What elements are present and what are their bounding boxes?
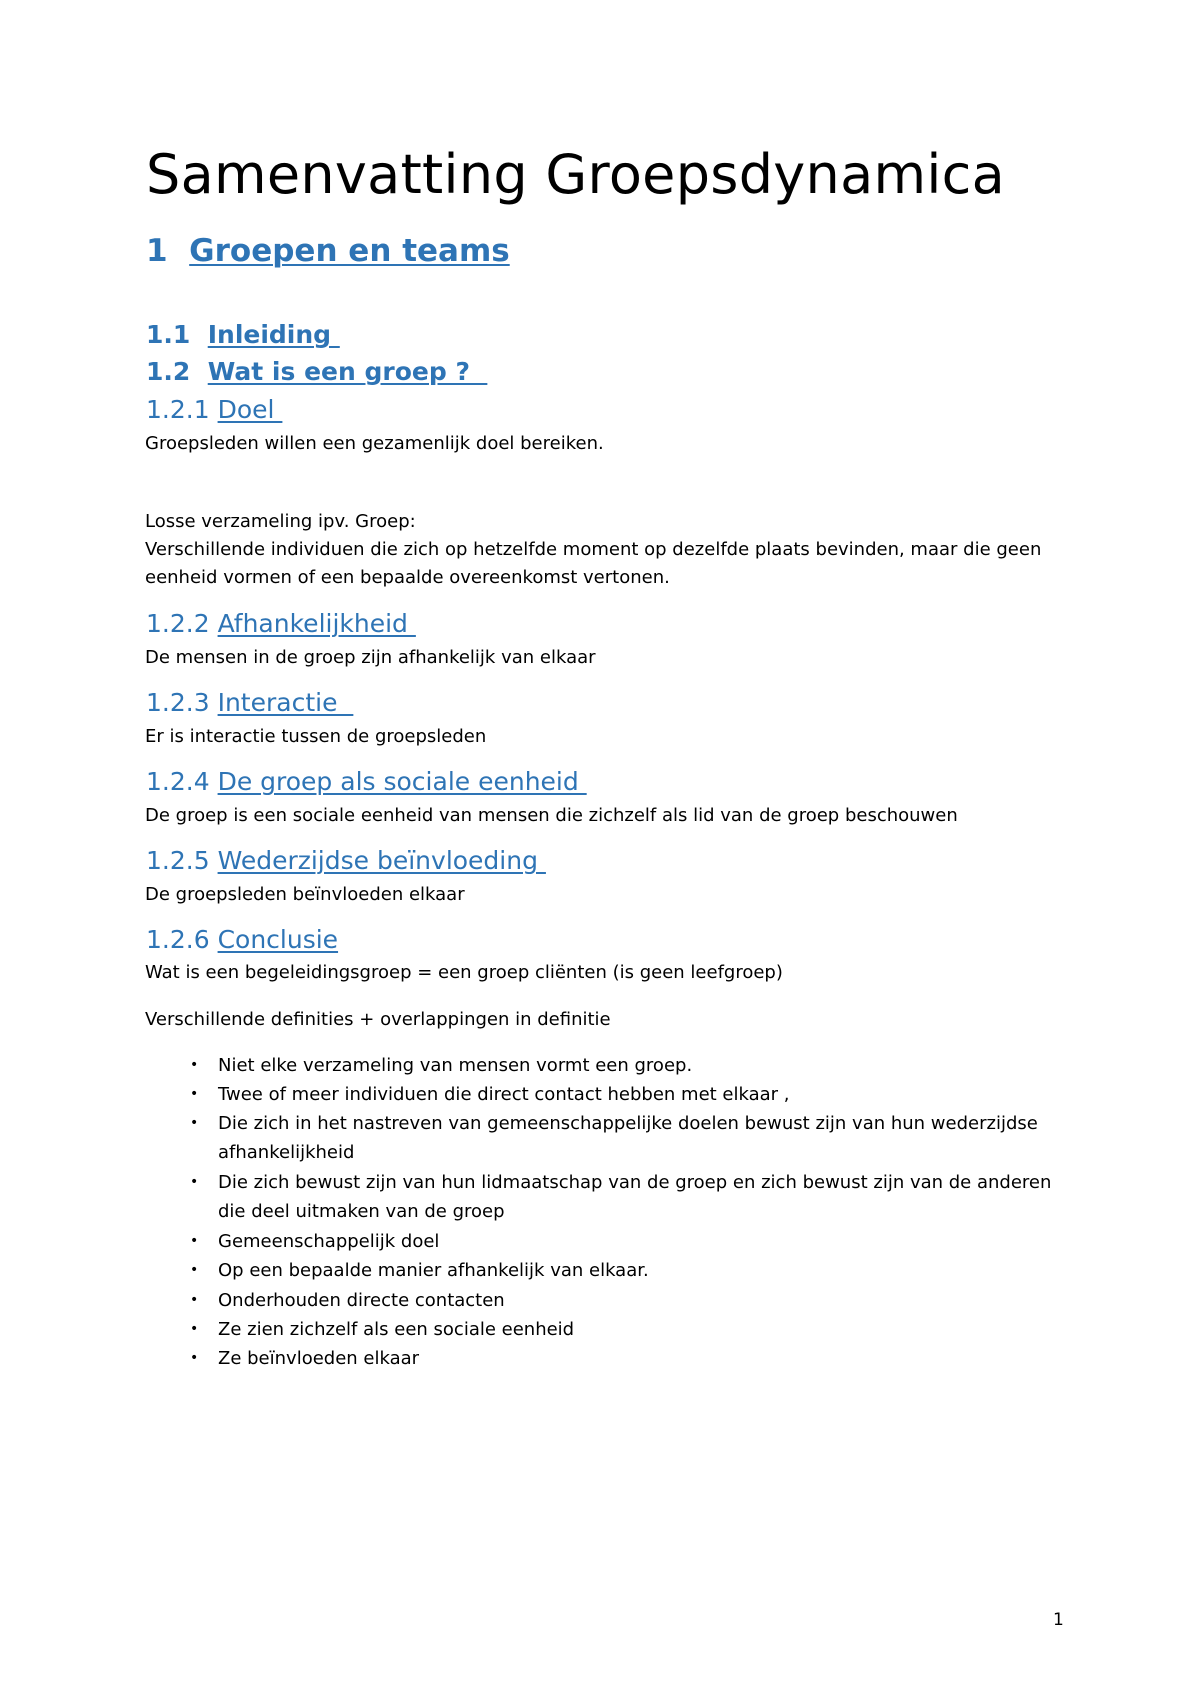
heading-link-text[interactable]: Wat is een groep ?: [207, 357, 488, 386]
heading-number: 1.2: [146, 357, 191, 386]
paragraph-wederzijdse-beinvloeding: De groepsleden beïnvloeden elkaar: [145, 884, 465, 905]
list-item-text: Ze zien zichzelf als een sociale eenheid: [218, 1319, 575, 1340]
heading-number: 1.2.2: [146, 609, 210, 638]
list-item-text: Twee of meer individuen die direct contact hebben met elkaar ,: [218, 1084, 790, 1105]
paragraph-doel: Groepsleden willen een gezamenlijk doel bereiken.: [145, 433, 604, 454]
heading-link-text[interactable]: Interactie: [217, 688, 354, 717]
heading-1-2-6-conclusie[interactable]: [146, 925, 338, 954]
list-item-text: Op een bepaalde manier afhankelijk van elkaar.: [218, 1260, 649, 1281]
heading-1-groepen-en-teams[interactable]: [146, 233, 510, 269]
heading-1-2-2-afhankelijkheid[interactable]: [146, 609, 416, 638]
heading-link-text[interactable]: De groep als sociale eenheid: [217, 767, 587, 796]
heading-number: 1.2.1: [146, 395, 210, 424]
paragraph-losse-line-2: eenheid vormen of een bepaalde overeenkomst vertonen.: [145, 567, 670, 588]
document-title: Samenvatting Groepsdynamica: [146, 143, 1006, 206]
heading-number: 1.2.6: [146, 925, 210, 954]
heading-link-text[interactable]: Doel: [217, 395, 283, 424]
bullet-icon: •: [190, 1057, 199, 1073]
heading-link-text[interactable]: Inleiding: [207, 320, 340, 349]
paragraph-conclusie-2: Verschillende definities + overlappingen in definitie: [145, 1009, 611, 1030]
heading-1-2-5-wederzijdse-beinvloeding[interactable]: [146, 846, 546, 875]
list-item-text: Die zich in het nastreven van gemeenschappelijke doelen bewust zijn van hun wederzijdse afhankelijkheid: [218, 1113, 1038, 1163]
list-item-text: Gemeenschappelijk doel: [218, 1231, 440, 1252]
heading-link-text[interactable]: Wederzijdse beïnvloeding: [217, 846, 546, 875]
heading-link-text[interactable]: Groepen en teams: [189, 233, 510, 269]
paragraph-losse-heading: Losse verzameling ipv. Groep:: [145, 511, 416, 532]
bullet-icon: •: [190, 1292, 199, 1308]
bullet-icon: •: [190, 1174, 199, 1190]
list-item-text: Onderhouden directe contacten: [218, 1290, 505, 1311]
heading-1-2-1-doel[interactable]: [146, 395, 282, 424]
heading-1-2-4-sociale-eenheid[interactable]: [146, 767, 587, 796]
paragraph-conclusie-1: Wat is een begeleidingsgroep = een groep cliënten (is geen leefgroep): [145, 962, 783, 983]
paragraph-interactie: Er is interactie tussen de groepsleden: [145, 726, 487, 747]
heading-link-text[interactable]: Conclusie: [217, 925, 339, 954]
paragraph-afhankelijkheid: De mensen in de groep zijn afhankelijk van elkaar: [145, 647, 596, 668]
heading-1-1-inleiding[interactable]: [146, 320, 340, 349]
bullet-icon: •: [190, 1233, 199, 1249]
heading-number: 1.2.3: [146, 688, 210, 717]
bullet-icon: •: [190, 1350, 199, 1366]
heading-number: 1.2.5: [146, 846, 210, 875]
bullet-icon: •: [190, 1321, 199, 1337]
paragraph-losse-line-1: Verschillende individuen die zich op hetzelfde moment op dezelfde plaats bevinden, maar die geen: [145, 539, 1042, 560]
heading-1-2-wat-is-een-groep[interactable]: [146, 357, 487, 386]
list-item-text: Ze beïnvloeden elkaar: [218, 1348, 420, 1369]
heading-link-text[interactable]: Afhankelijkheid: [217, 609, 416, 638]
paragraph-sociale-eenheid: De groep is een sociale eenheid van mensen die zichzelf als lid van de groep beschouwen: [145, 805, 958, 826]
heading-number: 1: [146, 233, 168, 269]
list-item-text: Niet elke verzameling van mensen vormt een groep.: [218, 1055, 693, 1076]
bullet-icon: •: [190, 1262, 199, 1278]
heading-1-2-3-interactie[interactable]: [146, 688, 353, 717]
page-number: 1: [1053, 1610, 1064, 1630]
heading-number: 1.1: [146, 320, 191, 349]
list-item-text: Die zich bewust zijn van hun lidmaatschap van de groep en zich bewust zijn van de anderen die deel uitmaken van de groep: [218, 1172, 1052, 1222]
bullet-icon: •: [190, 1086, 199, 1102]
bullet-icon: •: [190, 1115, 199, 1131]
heading-number: 1.2.4: [146, 767, 210, 796]
